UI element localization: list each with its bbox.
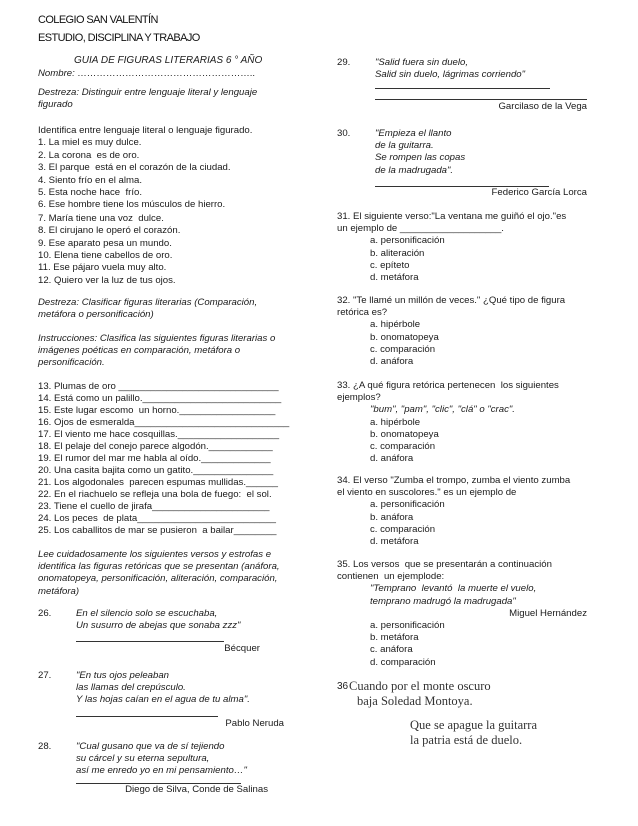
option-d[interactable]: d. metáfora — [370, 272, 419, 284]
verse-line: baja Soledad Montoya. — [357, 693, 473, 708]
verse-line: "Salid fuera sin duelo, — [375, 57, 469, 68]
question-text: 35. Los versos que se presentarán a continuación — [337, 559, 552, 570]
list-item: 5. Esta noche hace frío. — [38, 187, 142, 199]
list-item[interactable]: 14. Está como un palillo.__________________________ — [38, 393, 282, 404]
question-text: contienen un ejemplode: — [337, 571, 445, 583]
list-item[interactable]: 13. Plumas de oro ______________________________ — [38, 381, 279, 392]
answer-line[interactable] — [375, 81, 550, 89]
skill-1 — [38, 87, 257, 111]
option-c[interactable]: c. comparación — [370, 523, 436, 535]
poem-number: 26. — [38, 608, 52, 619]
answer-line[interactable] — [375, 177, 549, 187]
option-d[interactable]: d. comparación — [370, 656, 436, 668]
option-c[interactable]: c. epíteto — [370, 259, 410, 271]
school-header — [38, 11, 200, 47]
question-36 — [337, 679, 537, 747]
option-d[interactable]: d. metáfora — [370, 536, 419, 548]
school-motto: ESTUDIO, DISCIPLINA Y TRABAJO — [38, 32, 200, 44]
verse-line: su cárcel y su eterna sepultura, — [76, 753, 210, 765]
answer-line[interactable] — [375, 89, 587, 100]
verse-line: "En tus ojos peleaban — [76, 670, 170, 681]
question-text: el viento en suscolores." es un ejemplo de — [337, 487, 517, 499]
verse-line: así me enredo yo en mi pensamiento…" — [76, 765, 247, 777]
list-item: 4. Siento frío en el alma. — [38, 174, 142, 186]
question-text: 34. El verso "Zumba el trompo, zumba el viento zumba — [337, 475, 571, 486]
question-example: "bum", "pam", "clic", "clá" o "crac". — [370, 404, 515, 416]
list-item[interactable]: 20. Una casita bajita como un gatito._______________ — [38, 465, 274, 476]
question-33 — [337, 380, 559, 465]
verse-line: Se rompen las copas — [375, 152, 466, 164]
option-b[interactable]: b. aliteración — [370, 247, 425, 259]
instruction: Identifica entre lenguaje literal o lenguaje figurado. — [38, 125, 253, 136]
list-item: 10. Elena tiene cabellos de oro. — [38, 250, 173, 262]
list-item: 3. El parque está en el corazón de la ciudad. — [38, 162, 231, 174]
poem-author: Federico García Lorca — [491, 186, 587, 198]
list-item[interactable]: 23. Tiene el cuello de jirafa______________________ — [38, 501, 270, 512]
poem-30 — [337, 128, 587, 199]
page-title: GUIA DE FIGURAS LITERARIAS 6 ° AÑO — [74, 55, 263, 66]
poem-author: Garcilaso de la Vega — [498, 101, 587, 113]
option-a[interactable]: a. hipérbole — [370, 416, 421, 428]
option-d[interactable]: d. anáfora — [370, 453, 414, 465]
verse-line: las llamas del crepúsculo. — [76, 682, 186, 694]
verse-line: "Temprano levantó la muerte el vuelo, — [370, 583, 537, 595]
poem-number: 27. — [38, 670, 52, 681]
skill-2 — [38, 297, 257, 321]
verse-line: Salid sin duelo, lágrimas corriendo" — [375, 69, 526, 81]
option-b[interactable]: b. onomatopeya — [370, 428, 439, 440]
section-2-list — [38, 381, 289, 537]
option-b[interactable]: b. anáfora — [370, 511, 414, 523]
poem-author: Diego de Silva, Conde de Salinas — [125, 783, 268, 795]
list-item[interactable]: 18. El pelaje del conejo parece algodón.____________ — [38, 441, 273, 452]
list-item: 8. El cirujano le operó el corazón. — [38, 225, 181, 237]
skill-line: Destreza: Clasificar figuras literarias (Comparación, — [38, 297, 258, 308]
list-item[interactable]: 22. En el riachuelo se refleja una bola de fuego: el sol. — [38, 489, 272, 500]
question-text: un ejemplo de ___________________. — [337, 223, 504, 235]
verse-line: "Empieza el llanto — [375, 128, 452, 139]
instruction-line: Instrucciones: Clasifica las siguientes figuras literarias o — [38, 333, 276, 344]
question-text: ejemplos? — [337, 392, 381, 404]
skill-line: Destreza: Distinguir entre lenguaje literal y lenguaje — [38, 87, 258, 98]
poem-author: Pablo Neruda — [225, 717, 284, 729]
option-a[interactable]: a. personificación — [370, 620, 445, 632]
instructions-2 — [38, 333, 275, 370]
question-text: 33. ¿A qué figura retórica pertenecen los siguientes — [337, 380, 559, 391]
question-34 — [337, 475, 570, 548]
question-number: 36 — [337, 681, 349, 692]
instructions-3 — [38, 549, 280, 598]
instruction-line: metáfora) — [38, 585, 80, 597]
verse-line: Y las hojas caían en el agua de tu alma". — [76, 694, 250, 706]
poem-author: Bécquer — [224, 643, 260, 655]
skill-line: metáfora o personificación) — [38, 309, 154, 321]
question-text: 32. "Te llamé un millón de veces." ¿Qué tipo de figura — [337, 295, 566, 306]
list-item[interactable]: 25. Los caballitos de mar se pusieron a bailar________ — [38, 525, 277, 536]
option-a[interactable]: a. hipérbole — [370, 319, 421, 331]
verse-line: En el silencio solo se escuchaba, — [76, 608, 218, 619]
list-item: 1. La miel es muy dulce. — [38, 137, 142, 149]
question-31 — [337, 211, 566, 284]
list-item[interactable]: 17. El viento me hace cosquillas.___________________ — [38, 429, 280, 440]
instruction-line: Lee cuidadosamente los siguientes versos y estrofas e — [38, 549, 272, 560]
option-c[interactable]: c. comparación — [370, 343, 436, 355]
verse-line: de la madrugada". — [375, 164, 454, 176]
verse-line: Un susurro de abejas que sonaba zzz" — [76, 620, 241, 632]
option-b[interactable]: b. onomatopeya — [370, 331, 439, 343]
list-item[interactable]: 24. Los peces de plata__________________________ — [38, 513, 276, 524]
poem-29 — [337, 57, 587, 114]
poem-number: 30. — [337, 128, 351, 139]
poem-26 — [38, 608, 260, 656]
option-b[interactable]: b. metáfora — [370, 632, 419, 644]
poem-27 — [38, 670, 284, 730]
question-text: retórica es? — [337, 307, 388, 319]
answer-line[interactable] — [76, 632, 224, 642]
verse-line: temprano madrugó la madrugada" — [370, 595, 516, 607]
option-a[interactable]: a. personificación — [370, 499, 445, 511]
verse-line: Que se apague la guitarra — [410, 718, 538, 732]
poem-number: 29. — [337, 57, 351, 68]
option-c[interactable]: c. anáfora — [370, 644, 413, 656]
poem-author: Miguel Hernández — [509, 607, 587, 619]
question-35 — [337, 559, 587, 669]
poem-number: 28. — [38, 741, 52, 752]
list-item: 9. Ese aparato pesa un mundo. — [38, 237, 172, 249]
list-item: 6. Ese hombre tiene los músculos de hierro. — [38, 199, 226, 211]
list-item[interactable]: 19. El rumor del mar me habla al oído._____________ — [38, 453, 271, 464]
list-item: 2. La corona es de oro. — [38, 149, 140, 161]
list-item: 11. Ese pájaro vuela muy alto. — [38, 262, 167, 274]
list-item[interactable]: 15. Este lugar escomo un horno.__________________ — [38, 405, 276, 416]
instruction-line: identifica las figuras retóricas que se presentan (anáfora, — [38, 561, 280, 573]
instruction-line: personificación. — [38, 357, 105, 369]
option-d[interactable]: d. anáfora — [370, 356, 414, 368]
instruction-line: onomatopeya, personificación, aliteración, comparación, — [38, 573, 278, 585]
school-name: COLEGIO SAN VALENTÍN — [38, 14, 158, 26]
list-item: 12. Quiero ver la luz de tus ojos. — [38, 274, 176, 286]
verse-line: "Cual gusano que va de sí tejiendo — [76, 741, 225, 752]
option-c[interactable]: c. comparación — [370, 441, 436, 453]
verse-line: de la guitarra. — [375, 140, 434, 152]
list-item[interactable]: 21. Los algodonales parecen espumas mullidas.______ — [38, 477, 279, 488]
option-a[interactable]: a. personificación — [370, 235, 445, 247]
name-field[interactable]: Nombre: ……………………………………………….. — [38, 68, 256, 79]
section-1-list — [38, 125, 252, 287]
question-32 — [337, 295, 565, 368]
skill-line: figurado — [38, 99, 73, 111]
answer-line[interactable] — [76, 707, 218, 717]
verse-line: la patria está de duelo. — [410, 732, 523, 747]
list-item: 7. María tiene una voz dulce. — [38, 212, 164, 224]
verse-line: Cuando por el monte oscuro — [349, 679, 491, 693]
list-item[interactable]: 16. Ojos de esmeralda_____________________________ — [38, 417, 290, 428]
question-text: 31. El siguiente verso:"La ventana me guiñó el ojo."es — [337, 211, 567, 222]
instruction-line: imágenes poéticas en comparación, metáfora o — [38, 345, 241, 357]
poem-28 — [38, 741, 268, 796]
